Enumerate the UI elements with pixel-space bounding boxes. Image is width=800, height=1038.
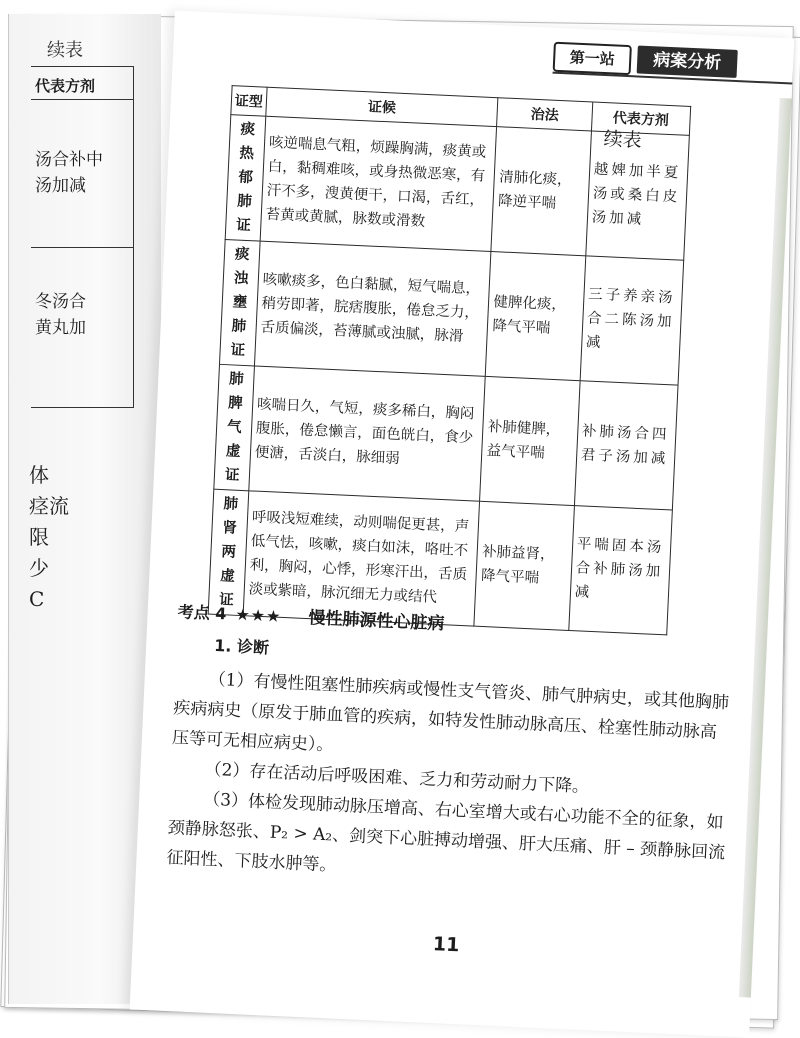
formula-cell: 平喘固本汤合补肺汤加减: [568, 506, 672, 635]
column-header: 证候: [266, 87, 499, 126]
symptoms-cell: 呼吸浅短难续，动则喘促更甚，声低气怯，咳嗽，痰白如沫，咯吐不利，胸闷，心悸，形寒汗出，舌质淡或紫暗，脉沉细无力或结代: [243, 491, 480, 626]
table-row: [219, 239, 683, 385]
paragraph: （3）体检发现肺动脉压增高、右心室增大或右心功能不全的征象，如颈静脉怒张、P₂ > A₂、剑突下心脏搏动增强、肝大压痛、肝 – 颈静脉回流征阳性、下肢水肿等。: [166, 789, 726, 876]
treatment-cell: 健脾化痰，降气平喘: [486, 252, 586, 381]
running-header: [553, 42, 794, 85]
column-header: 证型: [231, 86, 267, 117]
table-row: [214, 364, 678, 510]
previous-page-text: 体 痉流 限 少 C: [29, 463, 69, 611]
formula-cell: 三子养亲汤合二陈汤加减: [580, 256, 684, 385]
previous-page-table: [31, 66, 134, 408]
station-label: 第一站: [553, 42, 632, 76]
treatment-cell: 清肺化痰，降逆平喘: [491, 127, 591, 256]
syndrome-type: 痰热郁肺证: [235, 121, 256, 235]
exam-point-tag: 考点 4: [177, 602, 227, 624]
page-number: 11: [432, 933, 460, 957]
treatment-cell: 补肺健脾，益气平喘: [480, 376, 580, 505]
section-label: 病案分析: [637, 45, 738, 78]
symptoms-cell: 咳逆喘息气粗，烦躁胸满，痰黄或白，黏稠难咳，或身热微恶寒，有汗不多，溲黄便干，口渴，舌红，苔黄或黄腻，脉数或滑数: [260, 116, 497, 251]
column-header: 代表方剂: [591, 102, 691, 135]
symptoms-cell: 咳嗽痰多，色白黏腻，短气喘息，稍劳即著，脘痞腹胀，倦怠乏力，舌质偏淡，苔薄腻或浊腻，脉滑: [254, 241, 491, 376]
table-continued-label: 续表: [603, 128, 643, 152]
previous-page-header: 续表: [47, 40, 83, 61]
paragraph: （2）存在活动后呼吸困难、乏力和劳动耐力下降。: [204, 759, 590, 798]
previous-table-cell: 汤合补中 汤加减: [35, 150, 103, 196]
previous-table-cell: 冬汤合 黄丸加: [35, 292, 86, 338]
exam-point-title: 慢性肺源性心脏病: [308, 608, 445, 635]
syndrome-type: 痰浊壅肺证: [230, 246, 250, 359]
table-row: [225, 115, 689, 261]
symptoms-cell: 咳喘日久，气短，痰多稀白，胸闷腹胀，倦怠懒言，面色㿠白，食少便溏，舌淡白，脉细弱: [249, 366, 486, 501]
syndrome-table: [208, 85, 692, 635]
formula-cell: 补肺汤合四君子汤加减: [574, 381, 678, 510]
treatment-cell: 补肺益肾，降气平喘: [474, 501, 574, 630]
subheading: 1. 诊断: [213, 635, 270, 658]
body-text: [166, 663, 735, 898]
paragraph: （1）有慢性阻塞性肺疾病或慢性支气管炎、肺气肿病史，或其他胸肺疾病病史（原发于肺血管的疾病，如特发性肺动脉高压、栓塞性肺动脉高压等可无相应病史）。: [171, 669, 730, 756]
formula-cell: 越婢加半夏汤或桑白皮汤加减: [585, 131, 689, 260]
syndrome-type: 肺脾气虚证: [224, 371, 245, 484]
syndrome-type: 肺肾两虚证: [218, 496, 239, 609]
column-header: 治法: [497, 98, 592, 131]
previous-table-header: 代表方剂: [35, 77, 96, 95]
importance-stars: ★★★: [235, 604, 282, 626]
book-page: [130, 10, 795, 1037]
